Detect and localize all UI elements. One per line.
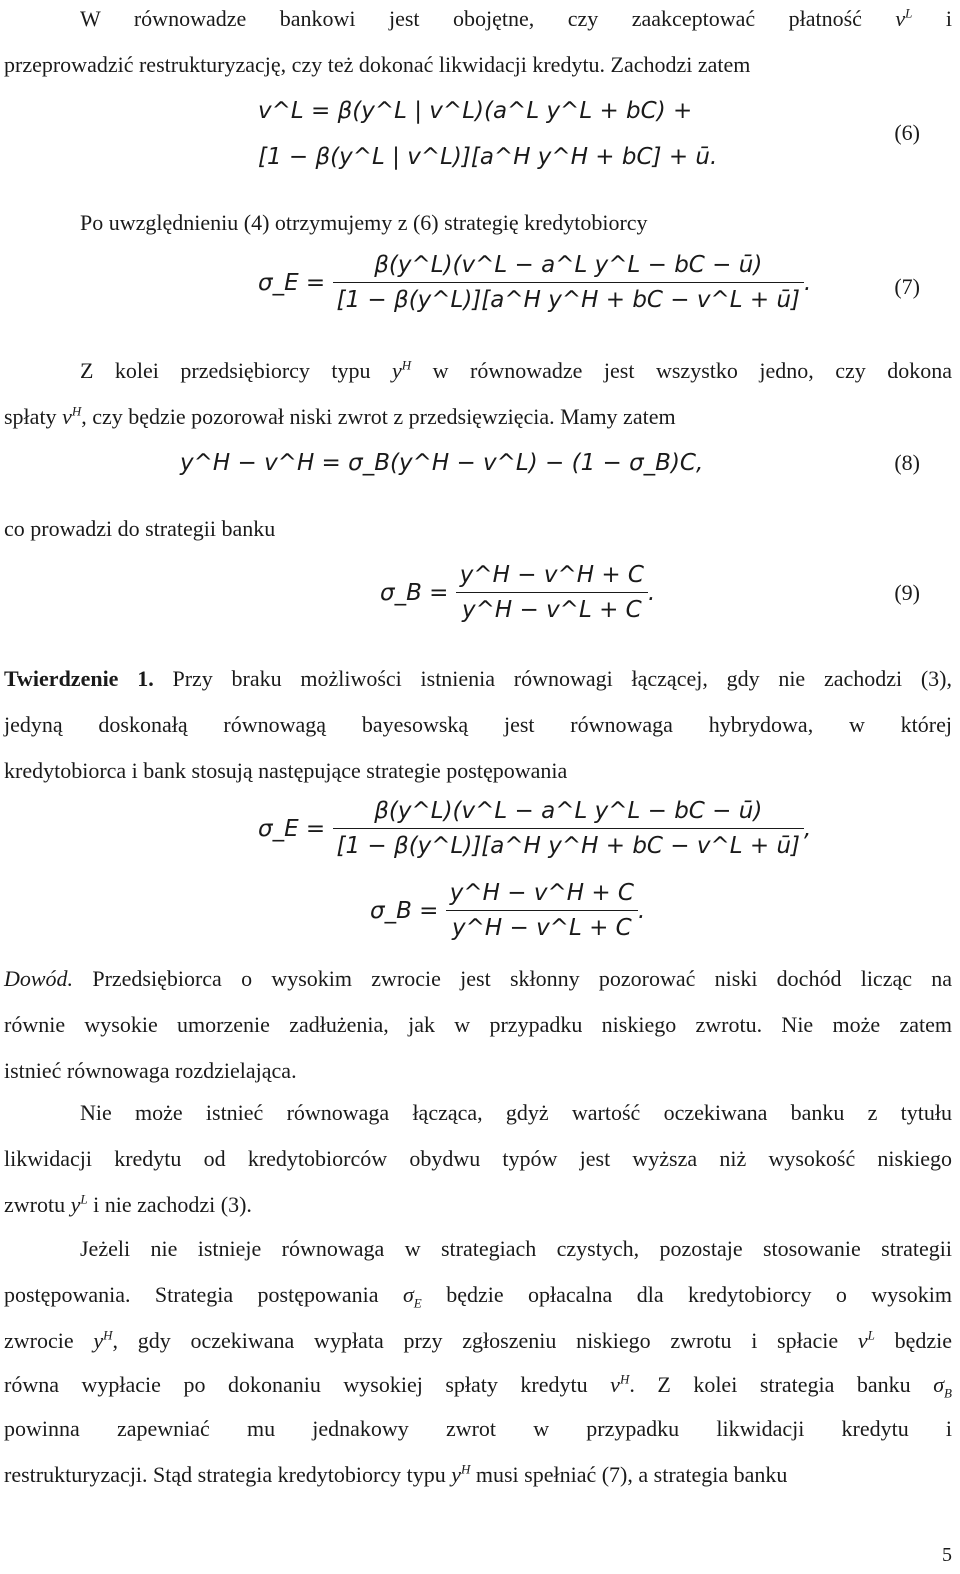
text-line: równa wypłacie po dokonaniu wysokiej spłaty kredytu $v^H$. Z kolei strategia banku $\sigma_B$ [4, 1371, 952, 1401]
fraction [333, 248, 805, 317]
equation-number: (8) [894, 450, 920, 475]
text-line: przeprowadzić restrukturyzację, czy też dokonać likwidacji kredytu. Zachodzi zatem [4, 52, 751, 77]
text-line: istnieć równowaga rozdzielająca. [4, 1058, 297, 1083]
theorem-equation-sigma-e: σ_E = $\frac{\text{β(y\textasciicircum{}L)(v\textasciicircum{}L − a\textasciicircum{}L y\textasciicircum{}L − bC − ū)}}{\text{[1 − β(y\textasciicircum{}L)][a\textasciicircum{}H y\textasciicircum{}H + bC − v\textasciicircum{}L + ū]}}$ , [258, 794, 811, 863]
fraction [333, 794, 805, 863]
text-line: postępowania. Strategia postępowania $\sigma_E$ będzie opłacalna dla kredytobiorcy o wysokim [4, 1282, 952, 1311]
numerator: y^H − v^H + C [446, 876, 638, 911]
text-line: powinna zapewniać mu jednakowy zwrot w przypadku likwidacji kredytu i [4, 1416, 952, 1441]
numerator: y^H − v^H + C [456, 558, 648, 593]
theorem-line: Twierdzenie 1. Przy braku możliwości istnienia równowagi łączącej, gdy nie zachodzi (3), [4, 666, 953, 691]
text-line: Po uwzględnieniu (4) otrzymujemy z (6) strategię kredytobiorcy [80, 210, 648, 235]
page-number: 5 [942, 1544, 952, 1566]
text-line: kredytobiorca i bank stosują następujące strategie postępowania [4, 758, 568, 783]
numerator: β(y^L)(v^L − a^L y^L − bC − ū) [333, 248, 805, 283]
denominator: y^H − v^L + C [452, 915, 632, 941]
text-line: zwrocie $y^H$, gdy oczekiwana wypłata przy zgłoszeniu niskiego zwrotu i spłacie $v^L$ będzie [4, 1327, 953, 1353]
text-line: Nie może istnieć równowaga łącząca, gdyż wartość oczekiwana banku z tytułu [80, 1100, 952, 1125]
fraction [446, 876, 638, 945]
equation-8: y^H − v^H = σ_B(y^H − v^L) − (1 − σ_B)C, [180, 450, 704, 476]
equation-9: σ_B = $\frac{y\^{}H - v\^{}H + C}{y\^{}H - v\^{}L + C}$ . [380, 558, 655, 627]
text-line: Z kolei przedsiębiorcy typu $y^H$ w równowadze jest wszystko jedno, czy dokona [80, 357, 953, 383]
text-line: co prowadzi do strategii banku [4, 516, 276, 541]
text-line: spłaty $v^H$, czy będzie pozorował niski zwrot z przedsięwzięcia. Mamy zatem [4, 403, 676, 429]
text-line: równie wysokie umorzenie zadłużenia, jak w przypadku niskiego zwrotu. Nie może zatem [4, 1012, 952, 1037]
numerator: β(y^L)(v^L − a^L y^L − bC − ū) [333, 794, 805, 829]
text-line: jedyną doskonałą równowagą bayesowską jest równowaga hybrydowa, w której [4, 712, 952, 737]
equation-6-line-1: v^L = β(y^L | v^L)(a^L y^L + bC) + [258, 98, 693, 124]
theorem-equation-sigma-b: σ_B = $\frac{y\^{}H - v\^{}H + C}{y\^{}H - v\^{}L + C}$ . [370, 876, 645, 945]
fraction [456, 558, 648, 627]
equation-number: (9) [894, 580, 920, 605]
equation-number: (6) [894, 120, 920, 145]
text-line: likwidacji kredytu od kredytobiorców obydwu typów jest wyższa niż wysokość niskiego [4, 1146, 952, 1171]
equation-lhs: σ_E = [258, 269, 326, 296]
denominator: y^H − v^L + C [462, 597, 642, 623]
proof-line: Dowód. Przedsiębiorca o wysokim zwrocie jest skłonny pozorować niski dochód licząc na [4, 966, 953, 991]
equation-6-line-2: [1 − β(y^L | v^L)][a^H y^H + bC] + ū. [258, 144, 718, 170]
text-line: restrukturyzacji. Stąd strategia kredytobiorcy typu $y^H$ musi spełniać (7), a strategia banku [4, 1461, 788, 1487]
equation-number: (7) [894, 274, 920, 299]
equation-7: σ_E = $\frac{\text{β(y\textasciicircum{}L)(v\textasciicircum{}L − a\textasciicircum{}L y\textasciicircum{}L − bC − ū)}}{\text{[1 − β(y\textasciicircum{}L)][a\textasciicircum{}H y\textasciicircum{}H + bC − v\textasciicircum{}L + ū]}}$ . [258, 248, 811, 317]
text-line: zwrotu $y^L$ i nie zachodzi (3). [4, 1191, 252, 1217]
text-line: Jeżeli nie istnieje równowaga w strategiach czystych, pozostaje stosowanie strategii [80, 1236, 952, 1261]
text-line: W równowadze bankowi jest obojętne, czy zaakceptować płatność $v^L$ i [80, 5, 953, 31]
denominator: [1 − β(y^L)][a^H y^H + bC − v^L + ū] [336, 287, 801, 313]
denominator: [1 − β(y^L)][a^H y^H + bC − v^L + ū] [336, 833, 801, 859]
